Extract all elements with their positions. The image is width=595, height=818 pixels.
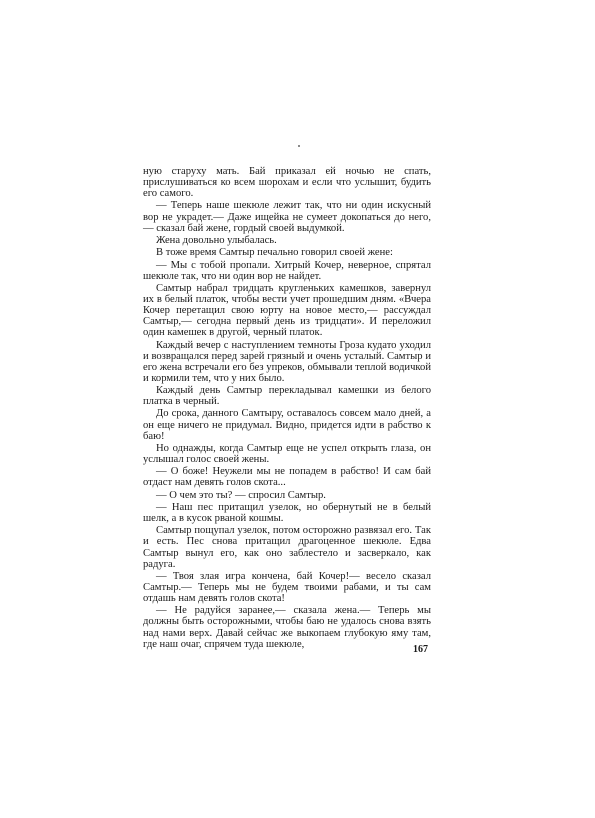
paragraph: — Мы с тобой пропали. Хитрый Кочер, неверное, спрятал шекюле так, что ни один вор не найдет.: [143, 259, 431, 282]
paragraph: — Теперь наше шекюле лежит так, что ни один искусный вор не украдет.— Даже ищейка не сумеет докопаться до него,— сказал бай жене, гордый своей выдумкой.: [143, 200, 431, 234]
paragraph: — О чем это ты? — спросил Самтыр.: [156, 489, 326, 501]
paragraph: Самтыр набрал тридцать кругленьких камешков, завернул их в белый платок, чтобы вести учет прошедшим дням. «Вчера Кочер перетащил свою юрту на новое место,— рассуждал Самтыр,— сегодна первый день из тридцати». И переложил один камешек в другой, черный платок.: [143, 282, 431, 339]
print-speck: [298, 145, 300, 147]
page-number: 167: [413, 644, 428, 655]
paragraph: Самтыр пощупал узелок, потом осторожно развязал его. Так и есть. Пес снова притащил драгоценное шекюле. Едва Самтыр вынул его, как оно заблестело и засверкало, как радуга.: [143, 525, 431, 570]
paragraph: — Не радуйся заранее,— сказала жена.— Теперь мы должны быть осторожными, чтобы баю не удалось снова взять над нами верх. Давай сейчас же выкопаем глубокую яму там, где наш очаг, спрячем туда шекюле,: [143, 605, 431, 650]
paragraph: Жена довольно улыбалась.: [156, 234, 277, 246]
paragraph: Каждый день Самтыр перекладывал камешки из белого платка в черный.: [143, 385, 431, 408]
page-body: [143, 166, 431, 650]
paragraph: До срока, данного Самтыру, оставалось совсем мало дней, а он еще ничего не придумал. Видно, придется идти в рабство к баю!: [143, 408, 431, 442]
paragraph: Каждый вечер с наступлением темноты Гроза кудато уходил и возвращался перед зарей грязный и очень усталый. Самтыр и его жена встречали его без упреков, обмывали теплой водичкой и кормили тем, что у них было.: [143, 339, 431, 384]
paragraph: Но однажды, когда Самтыр еще не успел открыть глаза, он услышал голос своей жены.: [143, 442, 431, 466]
paragraph: ную старуху мать. Бай приказал ей ночью не спать, прислушиваться ко всем шорохам и если что услышит, будить его самого.: [143, 166, 431, 200]
paragraph: В тоже время Самтыр печально говорил своей жене:: [156, 247, 393, 259]
paragraph: — Твоя злая игра кончена, бай Кочер!— весело сказал Самтыр.— Теперь мы не будем твоими рабами, и ты сам отдашь нам девять голов скота!: [143, 570, 431, 605]
paragraph: — Наш пес притащил узелок, но обернутый не в белый шелк, а в кусок рваной кошмы.: [143, 501, 431, 525]
paragraph: — О боже! Неужели мы не попадем в рабство! И сам бай отдаст нам девять голов скота...: [143, 466, 431, 489]
